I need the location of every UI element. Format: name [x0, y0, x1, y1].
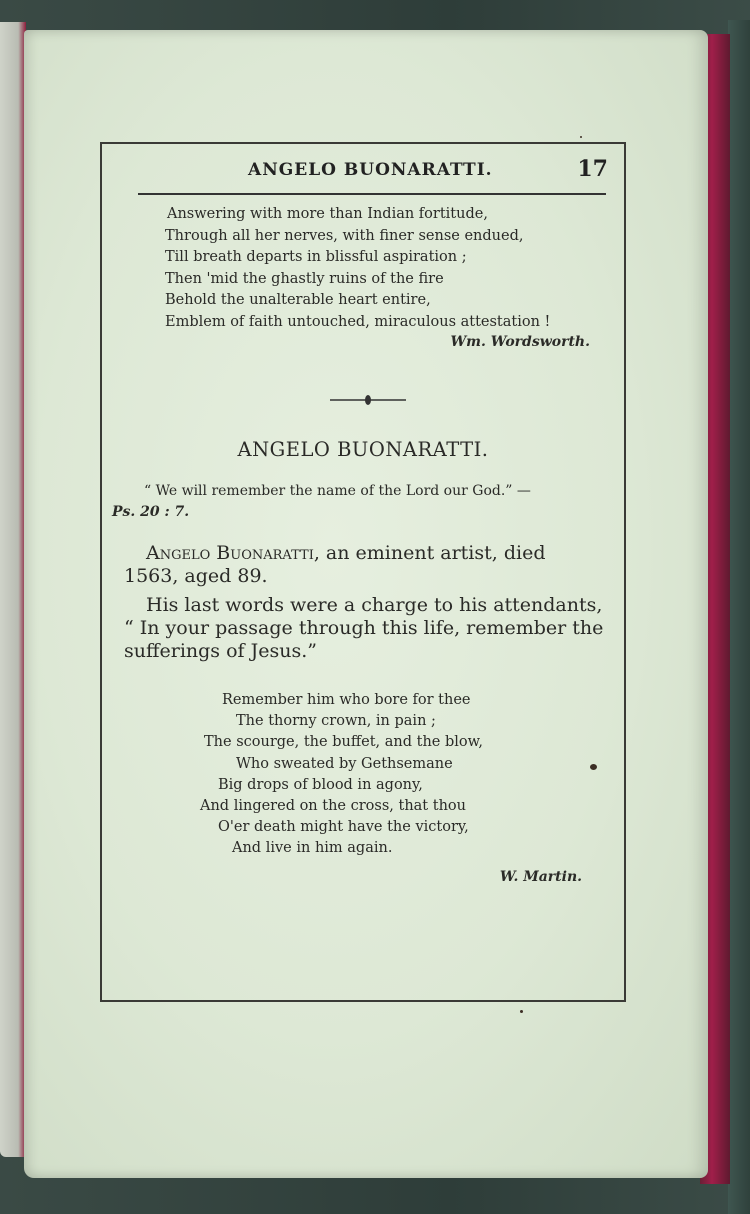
poem-line: Emblem of faith untouched, miraculous attestation !: [165, 313, 551, 330]
poem-line: Remember him who bore for thee: [222, 692, 471, 708]
running-head: [138, 156, 608, 186]
ink-speck: [580, 136, 582, 138]
poem-line: Till breath departs in blissful aspiration ;: [165, 249, 467, 265]
paragraph-1: [124, 542, 604, 588]
poem-line: Behold the unalterable heart entire,: [165, 292, 431, 308]
divider-ornament: [330, 393, 406, 407]
section-title: ANGELO BUONARATTI.: [237, 438, 489, 461]
page-number: 17: [577, 156, 608, 182]
epigraph-reference: Ps. 20 : 7.: [112, 504, 190, 520]
poem-line: And lingered on the cross, that thou: [200, 798, 466, 815]
running-title: ANGELO BUONARATTI.: [248, 160, 493, 180]
poem-attribution: Wm. Wordsworth.: [450, 334, 590, 350]
ink-speck: [590, 764, 597, 770]
book-cover-right: [728, 20, 750, 1214]
epigraph: [112, 481, 608, 523]
poem-line: Then 'mid the ghastly ruins of the fire: [165, 270, 444, 287]
epigraph-quote: “ We will remember the name of the Lord our God.” —: [144, 483, 531, 499]
poem-martin: [200, 690, 483, 860]
header-rule: [138, 193, 606, 195]
poem-line: Through all her nerves, with finer sense endued,: [165, 227, 524, 244]
poem-line: Who sweated by Gethsemane: [236, 755, 453, 772]
poem-line: The scourge, the buffet, and the blow,: [204, 734, 483, 751]
poem-line: Answering with more than Indian fortitude,: [167, 206, 488, 222]
poem-line: And live in him again.: [232, 840, 393, 857]
poem-line: O'er death might have the victory,: [218, 819, 469, 836]
poem-wordsworth: [165, 204, 550, 333]
paragraph-1-text: an eminent artist, died 1563, aged 89.: [124, 542, 546, 587]
paragraph-2: His last words were a charge to his attendants, “ In your passage through this life, remember the sufferings of Jesus.”: [124, 594, 604, 662]
poem-line: The thorny crown, in pain ;: [236, 713, 436, 730]
poem-attribution: W. Martin.: [499, 869, 582, 885]
ink-speck: [520, 1010, 523, 1013]
left-page-edge: [0, 22, 26, 1157]
subject-name: Angelo Buonaratti,: [146, 542, 320, 564]
poem-line: Big drops of blood in agony,: [218, 776, 423, 793]
